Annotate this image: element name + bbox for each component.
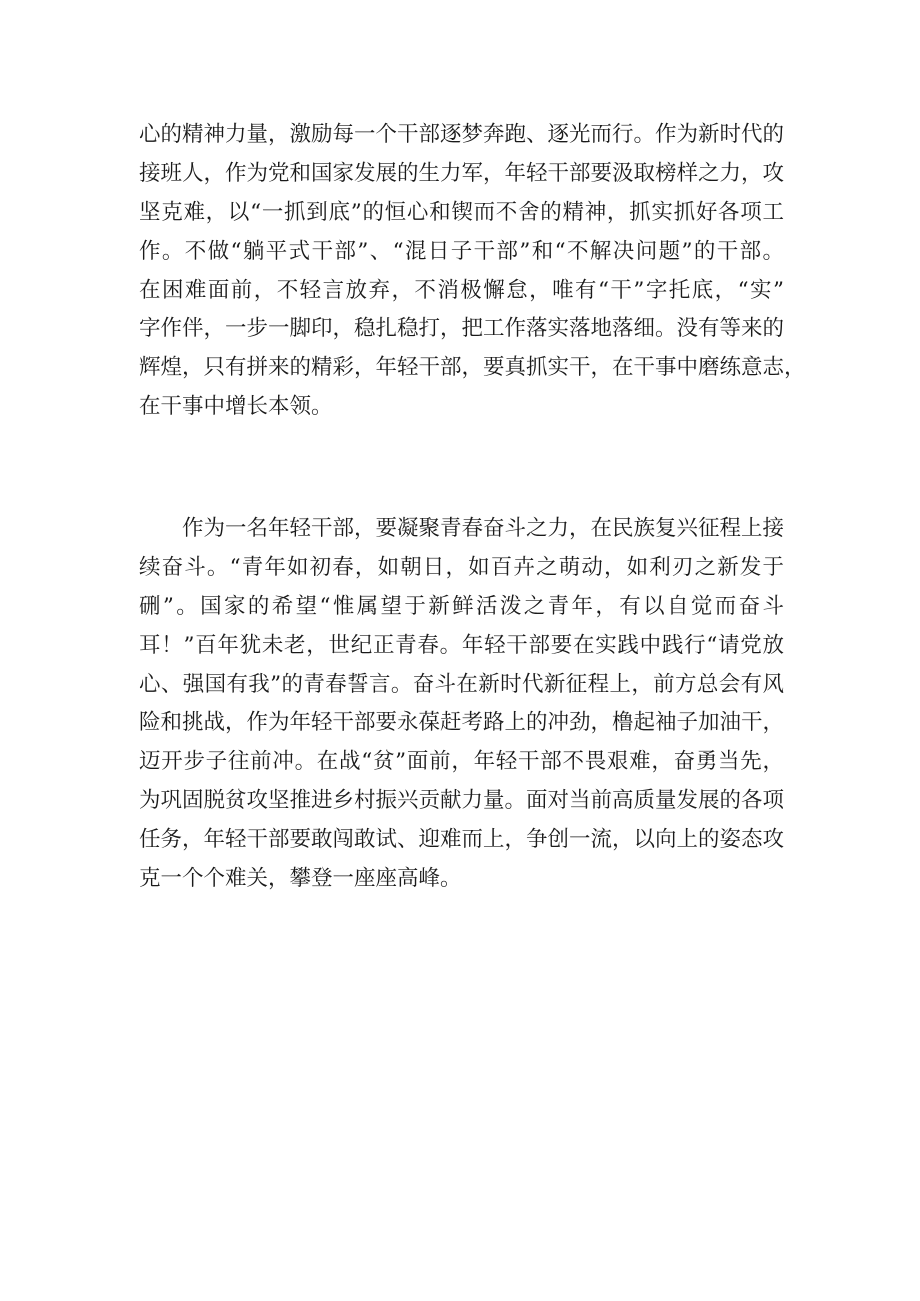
paragraph-line: 在困难面前，不轻言放弃，不消极懈怠，唯有“干”字托底，“实” — [139, 277, 784, 303]
paragraph-1 — [139, 116, 806, 427]
paragraph-line: 克一个个难关，攀登一座座高峰。 — [139, 866, 462, 892]
paragraph-line: 辉煌，只有拼来的精彩，年轻干部，要真抓实干，在干事中磨练意志， — [139, 355, 806, 381]
paragraph-line: 续奋斗。“青年如初春，如朝日，如百卉之萌动，如利刃之新发于 — [139, 554, 784, 580]
paragraph-line: 接班人，作为党和国家发展的生力军，年轻干部要汲取榜样之力，攻 — [139, 160, 785, 186]
paragraph-line: 坚克难，以“一抓到底”的恒心和锲而不舍的精神，抓实抓好各项工 — [139, 199, 784, 225]
paragraph-line: 字作伴，一步一脚印，稳扎稳打，把工作落实落地落细。没有等来的 — [139, 316, 785, 342]
paragraph-line: 作为一名年轻干部，要凝聚青春奋斗之力，在民族复兴征程上接 — [139, 516, 785, 541]
paragraph-2 — [139, 510, 784, 899]
paragraph-line: 在干事中增长本领。 — [139, 394, 333, 420]
paragraph-line: 硎”。国家的希望“惟属望于新鲜活泼之青年，有以自觉而奋斗 — [139, 593, 784, 619]
paragraph-line: 任务，年轻干部要敢闯敢试、迎难而上，争创一流，以向上的姿态攻 — [139, 827, 785, 853]
paragraph-line: 耳！”百年犹未老，世纪正青春。年轻干部要在实践中践行“请党放 — [139, 632, 784, 658]
paragraph-line: 作。不做“躺平式干部”、“混日子干部”和“不解决问题”的干部。 — [139, 238, 784, 264]
paragraph-line: 为巩固脱贫攻坚推进乡村振兴贡献力量。面对当前高质量发展的各项 — [139, 788, 785, 814]
paragraph-line: 心的精神力量，激励每一个干部逐梦奔跑、逐光而行。作为新时代的 — [139, 122, 785, 147]
paragraph-line: 心、强国有我”的青春誓言。奋斗在新时代新征程上，前方总会有风 — [139, 671, 784, 697]
paragraph-line: 迈开步子往前冲。在战“贫”面前，年轻干部不畏艰难，奋勇当先， — [139, 749, 784, 775]
paragraph-line: 险和挑战，作为年轻干部要永葆赶考路上的冲劲，橹起袖子加油干， — [139, 710, 785, 736]
